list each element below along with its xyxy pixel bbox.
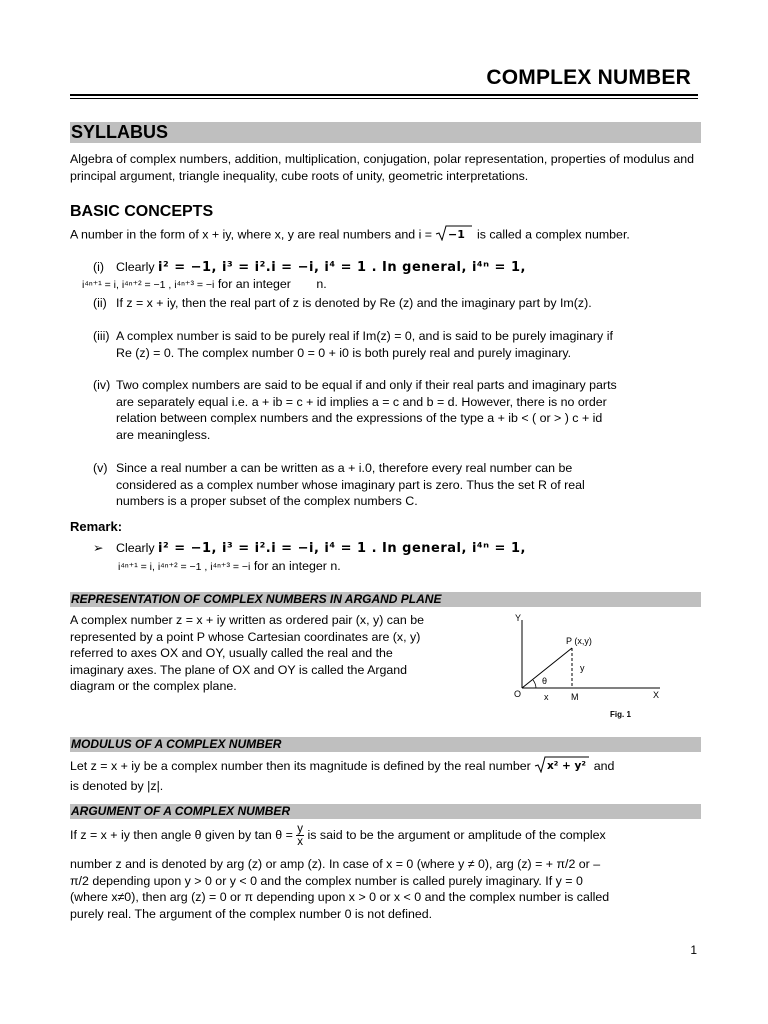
- powers-of-i-formula-2: i⁴ⁿ⁺¹ = i, i⁴ⁿ⁺² = −1 , i⁴ⁿ⁺³ = −i: [82, 279, 215, 291]
- item-text: Clearly: [116, 260, 155, 274]
- item-text: Two complex numbers are said to be equal if and only if their real parts and imaginary parts: [116, 378, 617, 392]
- item-label: (i): [93, 260, 105, 274]
- argand-heading: REPRESENTATION OF COMPLEX NUMBERS IN ARGAND PLANE: [70, 592, 701, 607]
- point-label: P (x,y): [566, 636, 592, 646]
- figure-caption: Fig. 1: [610, 710, 631, 719]
- remark-item-cont: [118, 558, 728, 576]
- concept-item-iii: [93, 328, 703, 361]
- document-title: COMPLEX NUMBER: [486, 66, 691, 89]
- item-text-cont: are separately equal i.e. a + ib = c + id implies a = c and b = d. However, there is no order: [116, 394, 607, 409]
- fraction-numerator: y: [297, 823, 304, 835]
- argument-line: If z = x + iy then angle θ given by tan θ =: [70, 827, 293, 842]
- argument-heading: ARGUMENT OF A COMPLEX NUMBER: [70, 804, 701, 819]
- x-length-label: x: [544, 692, 549, 702]
- y-axis-label: Y: [515, 613, 522, 623]
- sqrt-minus-one: [435, 225, 473, 246]
- item-label: (iv): [93, 378, 111, 392]
- remark-powers-formula: i² = −1, i³ = i².i = −i, i⁴ = 1 . In general, i⁴ⁿ = 1,: [158, 541, 526, 556]
- remark-heading: Remark:: [70, 519, 123, 534]
- item-label: (ii): [93, 296, 107, 310]
- argand-line: represented by a point P whose Cartesian coordinates are (x, y): [70, 629, 421, 644]
- bullet-arrow-icon: ➢: [93, 541, 104, 555]
- powers-of-i-formula: i² = −1, i³ = i².i = −i, i⁴ = 1 . In general, i⁴ⁿ = 1,: [158, 260, 526, 275]
- item-text: Since a real number a can be written as a + i.0, therefore every real number can be: [116, 461, 573, 475]
- sqrt-content: x² + y²: [547, 760, 587, 772]
- argand-text: [70, 612, 490, 695]
- theta-arc: [533, 680, 536, 688]
- modulus-heading: MODULUS OF A COMPLEX NUMBER: [70, 737, 701, 752]
- item-text-cont: numbers is a proper subset of the complex numbers C.: [116, 494, 418, 508]
- basic-intro-b: is called a complex number.: [476, 227, 630, 242]
- concept-item-i: [93, 259, 703, 277]
- item-text-n: n.: [316, 277, 327, 291]
- argument-line: purely real. The argument of the complex number 0 is not defined.: [70, 906, 433, 921]
- modulus-line: is denoted by |z|.: [70, 778, 164, 793]
- argand-line: diagram or the complex plane.: [70, 679, 237, 693]
- title-rule-thin: [70, 98, 698, 99]
- tan-fraction: [296, 823, 304, 848]
- item-text: If z = x + iy, then the real part of z is denoted by Re (z) and the imaginary part by Im(z).: [116, 296, 592, 310]
- item-text: for an integer: [217, 277, 291, 291]
- item-text-cont: relation between complex numbers and the expressions of the type a + ib < ( or > ) c + id: [116, 411, 603, 425]
- item-label: (iii): [93, 329, 110, 343]
- argand-diagram: [500, 612, 670, 722]
- argument-text-cont: [70, 856, 702, 922]
- item-label: (v): [93, 461, 108, 475]
- syllabus-text: Algebra of complex numbers, addition, multiplication, conjugation, polar representation, properties of modulus and principal argument, triangle inequality, cube roots of unity, geometric interpretations.: [70, 152, 695, 183]
- concept-item-v: [93, 460, 703, 510]
- concept-item-i-cont: [82, 276, 692, 294]
- origin-label: O: [514, 689, 522, 699]
- modulus-line: Let z = x + iy be a complex number then its magnitude is defined by the real number: [70, 759, 531, 774]
- basic-concepts-heading: BASIC CONCEPTS: [70, 203, 214, 220]
- remark-item: [93, 540, 703, 558]
- y-length-label: y: [580, 663, 585, 673]
- argument-line: is said to be the argument or amplitude of the complex: [307, 827, 606, 842]
- syllabus-heading: SYLLABUS: [70, 122, 701, 143]
- item-text-cont: are meaningless.: [116, 427, 211, 442]
- radical-sign-icon: [534, 756, 590, 773]
- item-text: Clearly: [116, 541, 155, 555]
- radical-sign-icon: [435, 225, 473, 241]
- basic-intro: [70, 225, 702, 246]
- item-text-cont: Re (z) = 0. The complex number 0 = 0 + i0 is both purely real and purely imaginary.: [116, 345, 572, 360]
- item-text: A complex number is said to be purely real if Im(z) = 0, and is said to be purely imaginary if: [116, 329, 613, 343]
- argument-line: number z and is denoted by arg (z) or amp (z). In case of x = 0 (where y ≠ 0), arg (z) = + π/2 or –: [70, 857, 601, 871]
- remark-powers-formula-2: i⁴ⁿ⁺¹ = i, i⁴ⁿ⁺² = −1 , i⁴ⁿ⁺³ = −i: [118, 561, 251, 573]
- item-text-cont: considered as a complex number whose imaginary part is zero. Thus the set R of real: [116, 477, 585, 492]
- x-axis-label: X: [653, 690, 660, 700]
- argument-text: [70, 823, 702, 848]
- concept-item-ii: [93, 295, 703, 312]
- title-rule: [70, 94, 698, 96]
- page-number: 1: [690, 943, 697, 957]
- argand-line: referred to axes OX and OY, usually called the real and the: [70, 646, 393, 660]
- argument-line: π/2 depending upon y > 0 or y < 0 and the complex number is called purely imaginary. If y = 0: [70, 873, 583, 888]
- sqrt-x2-y2: [534, 756, 590, 778]
- item-text: for an integer n.: [253, 559, 341, 573]
- argument-line: (where x≠0), then arg (z) = 0 or π depending upon x > 0 or x < 0 and the complex number is called: [70, 890, 610, 904]
- argand-line: A complex number z = x + iy written as ordered pair (x, y) can be: [70, 613, 424, 627]
- basic-intro-a: A number in the form of x + iy, where x, y are real numbers and i =: [70, 227, 433, 242]
- theta-label: θ: [542, 676, 548, 686]
- argand-line: imaginary axes. The plane of OX and OY is called the Argand: [70, 662, 408, 677]
- m-label: M: [571, 692, 579, 702]
- fraction-denominator: x: [297, 836, 304, 848]
- concept-item-iv: [93, 377, 703, 443]
- modulus-line: and: [593, 759, 615, 774]
- modulus-text: [70, 756, 702, 794]
- sqrt-content: −1: [448, 228, 466, 241]
